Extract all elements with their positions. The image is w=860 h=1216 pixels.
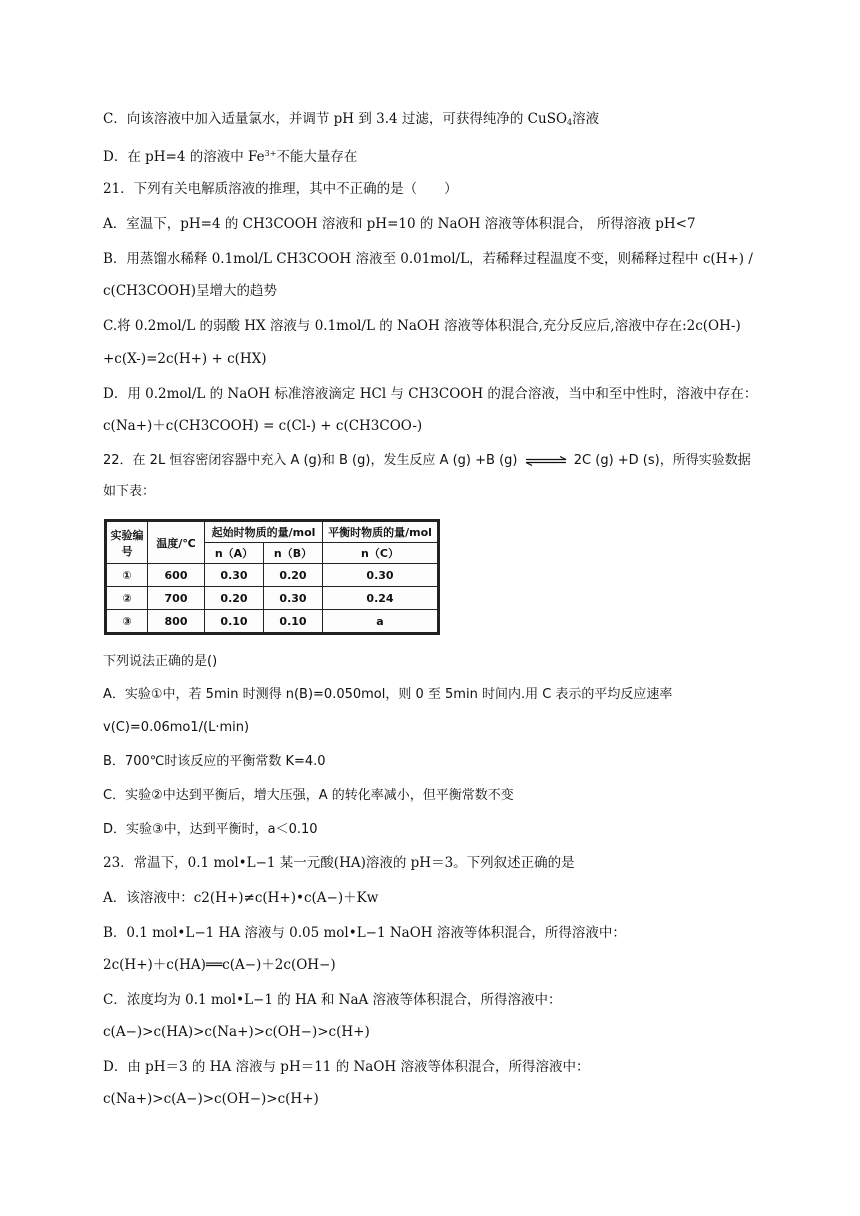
cell-id: ② <box>106 587 148 610</box>
cell-nc: 0.24 <box>323 587 439 610</box>
question-22-line2: 如下表： <box>103 484 156 499</box>
option-c-q20 <box>103 109 599 133</box>
header-start: 起始时物质的量/mol <box>205 521 323 543</box>
table-row <box>106 564 439 587</box>
q22-option-d: D．实验③中，达到平衡时，a＜0.10 <box>103 822 318 837</box>
cell-nb: 0.20 <box>264 564 323 587</box>
table-header-row <box>106 521 439 543</box>
option-c-tail: 溶液 <box>572 111 600 127</box>
question-22-text: 22．在 2L 恒容密闭容器中充入 A (g)和 B (g)，发生反应 A (g) +B (g) <box>103 453 518 468</box>
option-d-text: D．在 pH=4 的溶液中 Fe <box>103 149 265 165</box>
option-c-text: C．向该溶液中加入适量氯水，并调节 pH 到 3.4 过滤，可获得纯净的 CuSO <box>103 111 568 127</box>
question-23: 23．常温下，0.1 mol•L−1 某一元酸(HA)溶液的 pH＝3。下列叙述正确的是 <box>103 855 575 871</box>
question-22-prompt: 下列说法正确的是() <box>103 654 218 669</box>
q21-option-b-line2: c(CH3COOH)呈增大的趋势 <box>103 283 278 299</box>
cell-id: ① <box>106 564 148 587</box>
q21-option-a: A．室温下，pH=4 的 CH3COOH 溶液和 pH=10 的 NaOH 溶液等体积混合， 所得溶液 pH<7 <box>103 216 696 232</box>
q22-option-a-line1: A．实验①中，若 5min 时测得 n(B)=0.050mol，则 0 至 5min 时间内.用 C 表示的平均反应速率 <box>103 687 673 702</box>
header-na: n（A） <box>205 543 264 564</box>
equilibrium-arrow-icon <box>524 456 568 466</box>
header-nc: n（C） <box>323 543 439 564</box>
q23-option-d-line1: D．由 pH＝3 的 HA 溶液与 pH＝11 的 NaOH 溶液等体积混合，所得溶液中： <box>103 1059 590 1075</box>
header-temp: 温度/℃ <box>148 521 205 564</box>
option-d-q20 <box>103 144 357 167</box>
q22-option-a-line2: v(C)=0.06mo1/(L·min) <box>103 720 250 735</box>
header-nb: n（B） <box>264 543 323 564</box>
cell-nb: 0.30 <box>264 587 323 610</box>
table-row <box>106 610 439 634</box>
cell-nc: 0.30 <box>323 564 439 587</box>
question-22-line1 <box>103 451 751 471</box>
q23-option-b-line2: 2c(H+)＋c(HA)══c(A−)＋2c(OH−) <box>103 957 336 973</box>
option-d-tail: 不能大量存在 <box>276 149 358 165</box>
cell-temp: 700 <box>148 587 205 610</box>
q23-option-c-line2: c(A−)>c(HA)>c(Na+)>c(OH−)>c(H+) <box>103 1024 370 1040</box>
header-exp: 实验编号 <box>106 521 148 564</box>
q22-option-b: B．700℃时该反应的平衡常数 K=4.0 <box>103 754 326 769</box>
cell-id: ③ <box>106 610 148 634</box>
table-row <box>106 587 439 610</box>
q21-option-d-line1: D．用 0.2mol/L 的 NaOH 标准溶液滴定 HCl 与 CH3COOH 的混合溶液，当中和至中性时，溶液中存在： <box>103 386 758 402</box>
cell-na: 0.20 <box>205 587 264 610</box>
cell-temp: 800 <box>148 610 205 634</box>
cell-na: 0.10 <box>205 610 264 634</box>
q21-option-c-line2: +c(X-)=2c(H+) + c(HX) <box>103 351 267 367</box>
cell-na: 0.30 <box>205 564 264 587</box>
q21-option-c-line1: C.将 0.2mol/L 的弱酸 HX 溶液与 0.1mol/L 的 NaOH 溶液等体积混合,充分反应后,溶液中存在:2c(OH-) <box>103 318 741 334</box>
q23-option-d-line2: c(Na+)>c(A−)>c(OH−)>c(H+) <box>103 1091 319 1107</box>
cell-temp: 600 <box>148 564 205 587</box>
q23-option-a: A．该溶液中：c2(H+)≠c(H+)•c(A−)＋Kw <box>103 890 379 906</box>
cell-nb: 0.10 <box>264 610 323 634</box>
question-22-text-2: 2C (g) +D (s)，所得实验数据 <box>573 453 751 468</box>
question-21: 21．下列有关电解质溶液的推理，其中不正确的是（ ） <box>103 181 458 197</box>
q21-option-b-line1: B．用蒸馏水稀释 0.1mol/L CH3COOH 溶液至 0.01mol/L，若稀释过程温度不变，则稀释过程中 c(H+) / <box>103 251 753 267</box>
q23-option-b-line1: B．0.1 mol•L−1 HA 溶液与 0.05 mol•L−1 NaOH 溶液等体积混合，所得溶液中： <box>103 925 626 941</box>
q22-option-c: C．实验②中达到平衡后，增大压强，A 的转化率减小，但平衡常数不变 <box>103 788 514 803</box>
experiment-table <box>104 519 440 635</box>
cell-nc: a <box>323 610 439 634</box>
header-eq: 平衡时物质的量/mol <box>323 521 439 543</box>
subscript: 4 <box>567 118 573 127</box>
q23-option-c-line1: C．浓度均为 0.1 mol•L−1 的 HA 和 NaA 溶液等体积混合，所得溶液中： <box>103 992 562 1008</box>
superscript: 3+ <box>264 149 277 158</box>
q21-option-d-line2: c(Na+)＋c(CH3COOH) = c(Cl-) + c(CH3COO-) <box>103 418 423 434</box>
